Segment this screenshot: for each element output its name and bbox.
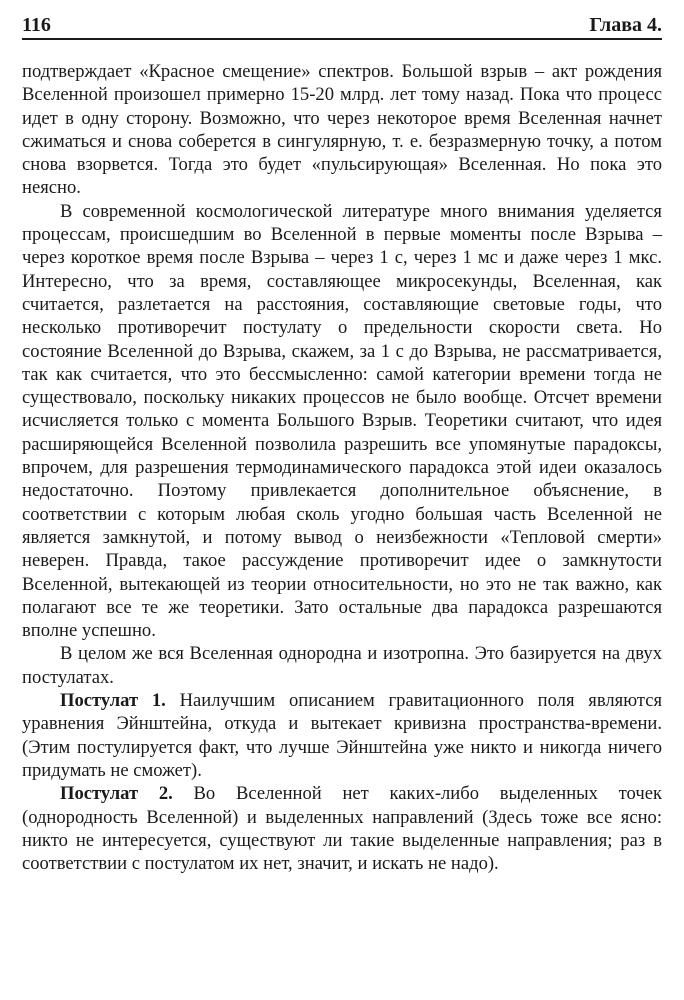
page-number: 116 [22,14,51,36]
paragraph-continuation: подтверждает «Красное смещение» спектров. Большой взрыв – акт рождения Вселенной произошел примерно 15-20 млрд. лет тому назад. Пока что процесс идет в одну сторону. Возможно, что через некоторое время Вселенная начнет сжиматься и снова соберется в сингулярную, т. е. безразмерную точку, а потом снова взорвется. Тогда это будет «пульсирующая» Вселенная. Но пока это неясно. [22,61,662,199]
paragraph-cosmology: В современной космологической литературе много внимания уделяется процессам, происшедшим во Вселенной в первые моменты после Взрыва – через короткое время после Взрыва – через 1 с, через 1 мс и даже через 1 мкс. Интересно, что за время, составляющее микросекунды, Вселенная, как считается, разлетается на расстояния, составляющие световые годы, что несколько противоречит постулату о предельности скорости света. Но состояние Вселенной до Взрыва, скажем, за 1 с до Взрыва, не рассматривается, так как считается, что это бессмысленно: самой категории времени тогда не существовало, поскольку никаких процессов не было вообще. Отсчет времени исчисляется только с момента Большого Взрыв. Теоретики считают, что идея расширяющейся Вселенной позволила разрешить все упомянутые парадоксы, впрочем, для разрешения термодинамического парадокса этой идеи оказалось недостаточно. Поэтому привлекается дополнительное объяснение, в соответствии с которым любая сколь угодно большая часть Вселенной не является замкнутой, и потому вывод о неизбежности «Тепловой смерти» неверен. Правда, такое рассуждение противоречит идее о замкнутости Вселенной, вытекающей из теории относительности, но это не так важно, как полагают все те же теоретики. Зато остальные два парадокса разрешаются вполне успешно. [22,200,662,642]
postulate-1-text: Наилучшим описанием гравитационного поля являются уравнения Эйнштейна, откуда и вытекает кривизна пространства-времени. (Этим постулируется факт, что лучше Эйнштейна уже никто и никогда ничего придумать не сможет). [22,690,662,781]
book-page [22,8,662,875]
body-text [22,60,662,875]
running-header [22,8,662,40]
postulate-2-label: Постулат 2. [60,783,173,805]
postulate-2 [22,782,662,875]
postulate-1-label: Постулат 1. [60,690,166,712]
postulate-1 [22,689,662,782]
chapter-title: Глава 4. [589,14,662,36]
postulate-2-text: Во Вселенной нет каких-либо выделенных точек (однородность Вселенной) и выделенных направлений (Здесь тоже все ясно: никто не интересуется, существуют ли такие выделенные направления; раз в соответствии с постулатом их нет, значит, и искать не надо). [22,783,662,875]
paragraph-homogeneity: В целом же вся Вселенная однородна и изотропна. Это базируется на двух постулатах. [22,643,662,688]
